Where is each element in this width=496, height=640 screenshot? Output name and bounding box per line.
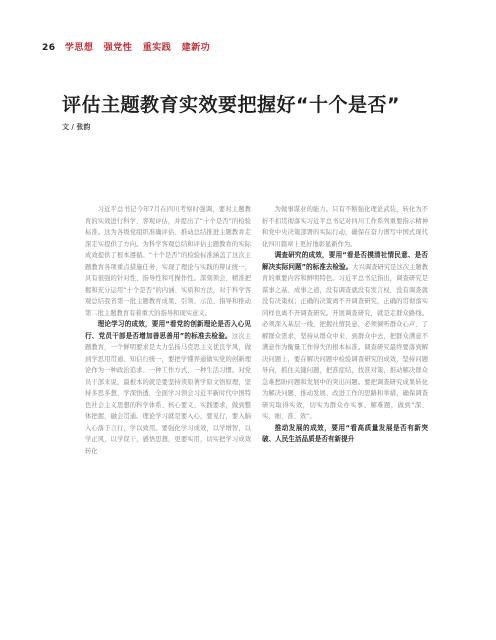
paragraph-body: 大兴调查研究是这次主题教育的重要内容和鲜明特色。习近平总书记指出，调查研究是谋事之基、成事之道，没有调查就没有发言权，没有调查就没有决策权；正确的决策离不开调查研究，正确的贯彻落实同样也离不开调查研究。开展调查研究，就是走群众路线。必须深入基层一线，把握社情民意，必须倾听群众心声、了解群众需求，坚持从群众中来、到群众中去，把群众满意不满意作为衡量工作得失的根本标准。调查研究最终要落到解决问题上，要在解决问题中检验调查研究的成效，坚持问题导向，抓住关键问题，把准症结，找准对策，推动解决群众急难愁盼问题和发展中的突出问题。要把调查研究成果转化为解决问题、推动发展、改进工作的思路和举措，确保调查研究取得实效，切实为群众办实事、解难题，做到“深、实、细、准、效”。: [262, 263, 428, 420]
paragraph: 为做事谋业的能力。只有不断强化理论武装，转化为不折不扣贯彻落实习近平总书记对四川工作系列重要指示精神和党中央决策部署的实际行动，确保在奋力谱写中国式现代化四川篇章上更好地彰显新作为。: [262, 206, 428, 248]
paragraph-body: 这次主题教育，一个鲜明要求是大力弘扬马克思主义优良学风，做到学思用贯通、知信行统一，要把学懂弄通做实党的创新理论作为一种政治追求、一种工作方式、一种生活习惯。对党员干部来说，最根本的就是要坚持读原著学原文悟原理，坚持多思多想、学深悟透，全面学习领会习近平新时代中国特色社会主义思想的科学体系、核心要义、实践要求，做到整体把握，融会贯通。理论学习就是要入心，要见行，要入脑入心落于言行，学以致用。要强化学习成效，以学增智，以学正风，以学促干，感悟思想，更要实用，切实把学习成效转化: [85, 332, 251, 455]
paragraph: 习近平总书记今年7月在四川考察时强调，要对主题教育的实效进行科学、客观评估，并提出了“十个是否”的检验标准。这为各级党组织准确评估、推动总结推进主题教育走深走实提供了方向。为科学客观总结和评估主题教育的实际成效提供了根本遵循。“十个是否”的检验标准涵盖了这次主题教育各项重点措施任务，实现了理论与实践的辩证统一，具有很强的针对性、指导性和可操作性。深刻领会、精准把握和充分运用“十个是否”的内涵、实质和方法，对于科学客观总结我省第一批主题教育成果、引领、示范、指导和推动第二批主题教育有着重大的指导和现实意义。: [85, 206, 251, 317]
article-column-left: [85, 204, 251, 634]
paragraph: [85, 319, 251, 457]
header-keyword-3: 重实践: [142, 43, 172, 53]
header-keyword-2: 强党性: [103, 43, 133, 53]
header-keyword-4: 建新功: [181, 43, 211, 53]
page-number: 26: [42, 43, 56, 53]
paragraph-lead: 调查研究的成效，要用“看是否摸清社情民意、是否解决实际问题”的标准去检验。: [262, 251, 428, 271]
article-title: 评估主题教育实效要把握好“十个是否”: [62, 94, 400, 116]
paragraph: [262, 423, 428, 446]
paragraph: [262, 250, 428, 423]
paragraph-lead: 理论学习的成效，要用“看党的创新理论是否入心见行、党员干部是否增加善思善用”的标准去检验。: [85, 320, 251, 340]
header-keyword-1: 学思想: [64, 43, 94, 53]
article-author: 文 / 张韵: [62, 123, 91, 131]
paragraph-lead: 推动发展的成效，要用“看高质量发展是否有新突破、人民生活品质是否有新提升: [262, 423, 428, 443]
page-header: [42, 40, 217, 53]
article-column-right: [262, 204, 428, 634]
